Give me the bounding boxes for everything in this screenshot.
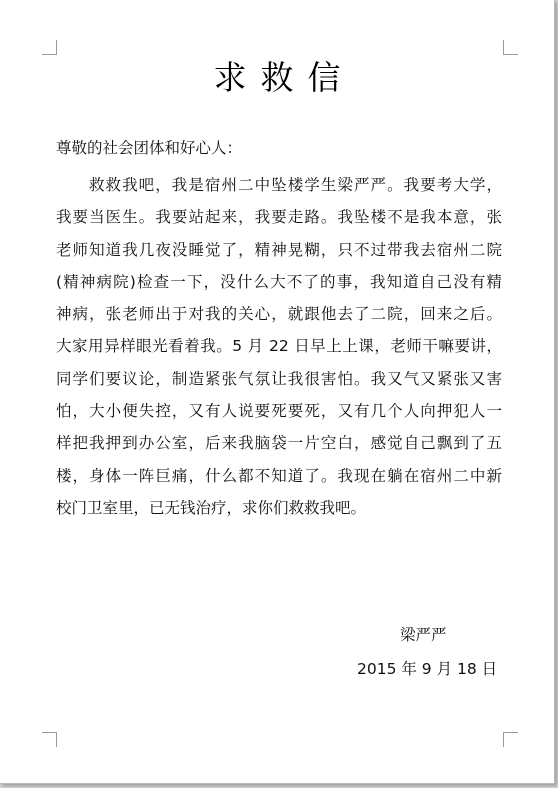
letter-signature: 梁严严 (400, 626, 447, 644)
body-line: 大家用异样眼光看着我。5 月 22 日早上上课，老师干嘛要讲， (56, 337, 502, 356)
body-line: 救救我吧，我是宿州二中坠楼学生梁严严。我要考大学， (89, 176, 502, 194)
margin-mark-top-right (503, 40, 518, 55)
body-line: 样把我押到办公室，后来我脑袋一片空白，感觉自己飘到了五 (56, 434, 502, 453)
letter-date: 2015 年 9 月 18 日 (357, 660, 498, 678)
body-line: (精神病院)检查一下，没什么大不了的事，我知道自己没有精 (56, 272, 502, 291)
body-line: 神病，张老师出于对我的关心，就跟他去了二院，回来之后。 (56, 305, 502, 324)
body-line: 我要当医生。我要站起来，我要走路。我坠楼不是我本意，张 (56, 208, 502, 227)
letter-salutation: 尊敬的社会团体和好心人： (56, 139, 243, 157)
letter-body (56, 169, 502, 524)
margin-mark-top-left (42, 40, 57, 55)
body-line: 校门卫室里，已无钱治疗，求你们救救我吧。 (56, 498, 367, 517)
letter-title: 求救信 (213, 58, 355, 97)
body-line: 老师知道我几夜没睡觉了，精神晃糊，只不过带我去宿州二院 (56, 240, 502, 259)
body-line: 怕，大小便失控，又有人说要死要死，又有几个人向押犯人一 (56, 402, 502, 421)
body-line: 同学们要议论，制造紧张气氛让我很害怕。我又气又紧张又害 (56, 369, 502, 388)
margin-mark-bottom-right (503, 732, 518, 747)
margin-mark-bottom-left (42, 732, 57, 747)
body-line: 楼，身体一阵巨痛，什么都不知道了。我现在躺在宿州二中新 (56, 466, 502, 485)
